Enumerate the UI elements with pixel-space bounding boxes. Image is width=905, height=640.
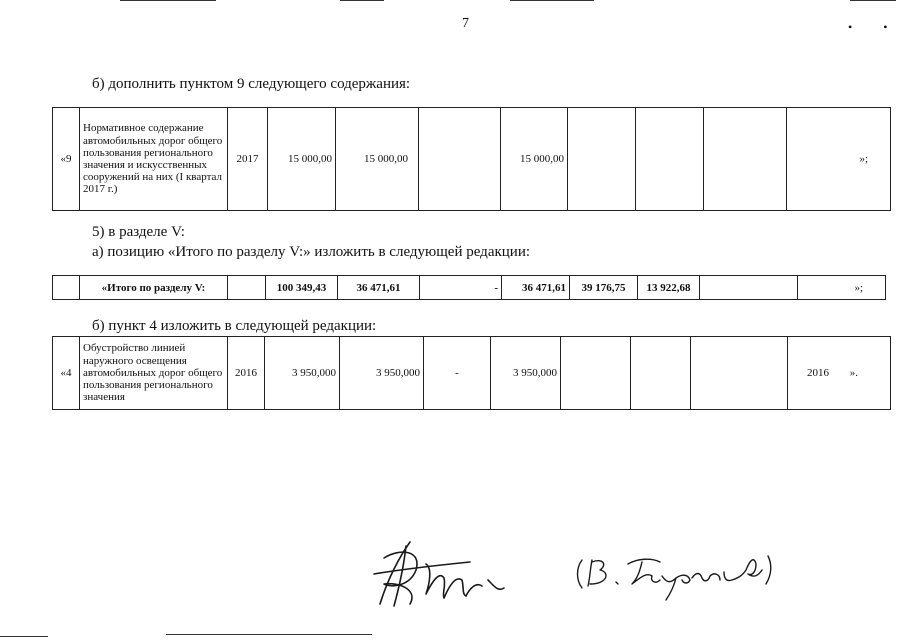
row-description: Обустройство линией наружного освещения автомобильных дорог общего пользования регионального значения xyxy=(80,337,228,410)
row-closing-quote: »; xyxy=(787,108,891,211)
cell-value-6 xyxy=(636,108,704,211)
row-year: 2017 xyxy=(228,108,268,211)
row-number: «9 xyxy=(53,108,80,211)
cell-value-4: 3 950,000 xyxy=(491,337,561,410)
scan-rule xyxy=(0,636,48,637)
row-year: 2016 xyxy=(228,337,265,410)
table-item-4 xyxy=(52,336,891,410)
section-b1-heading: б) дополнить пунктом 9 следующего содержания: xyxy=(92,76,411,92)
handwritten-signature xyxy=(370,538,790,610)
row-closing-quote: ». xyxy=(849,367,858,379)
cell-value-3: - xyxy=(424,337,491,410)
table-row xyxy=(53,276,886,300)
total-value-6: 13 922,68 xyxy=(638,276,700,300)
total-value-5: 39 176,75 xyxy=(570,276,638,300)
scan-rule xyxy=(340,0,384,1)
total-value-3: - xyxy=(420,276,502,300)
section-5-heading: 5) в разделе V: xyxy=(92,224,185,240)
cell-value-5 xyxy=(561,337,631,410)
scan-rule xyxy=(166,634,372,635)
row-end-year xyxy=(788,337,891,410)
row-number xyxy=(53,276,80,300)
cell-value-2: 3 950,000 xyxy=(340,337,424,410)
scan-rule xyxy=(850,0,896,1)
table-row xyxy=(53,337,891,410)
row-description: Нормативное содержание автомобильных дорог общего пользования регионального значения и искусственных сооружений на них (I квартал 2017 г.) xyxy=(80,108,228,211)
cell-value-3 xyxy=(419,108,501,211)
total-value-2: 36 471,61 xyxy=(338,276,420,300)
page-number: 7 xyxy=(462,16,469,31)
cell-value-5 xyxy=(568,108,636,211)
cell-value-6 xyxy=(631,337,691,410)
cell-value-1: 3 950,000 xyxy=(265,337,340,410)
end-year: 2016 xyxy=(807,367,829,379)
table-item-9 xyxy=(52,107,891,211)
table-row xyxy=(53,108,891,211)
total-value-1: 100 349,43 xyxy=(266,276,338,300)
cell-value-7 xyxy=(691,337,788,410)
row-closing-quote: »; xyxy=(798,276,886,300)
row-number: «4 xyxy=(53,337,80,410)
table-total xyxy=(52,275,886,300)
scan-rule xyxy=(120,0,216,1)
section-b2-heading: б) пункт 4 изложить в следующей редакции: xyxy=(92,318,377,334)
total-label: «Итого по разделу V: xyxy=(80,276,228,300)
scan-rule xyxy=(510,0,594,1)
cell-value-7 xyxy=(704,108,787,211)
corner-marks: • • xyxy=(848,20,902,34)
total-value-4: 36 471,61 xyxy=(502,276,570,300)
row-year xyxy=(228,276,266,300)
cell-value-1: 15 000,00 xyxy=(268,108,336,211)
cell-value-4: 15 000,00 xyxy=(501,108,568,211)
section-5a-text: а) позицию «Итого по разделу V:» изложить в следующей редакции: xyxy=(92,244,531,260)
total-value-7 xyxy=(700,276,798,300)
cell-value-2: 15 000,00 xyxy=(336,108,419,211)
